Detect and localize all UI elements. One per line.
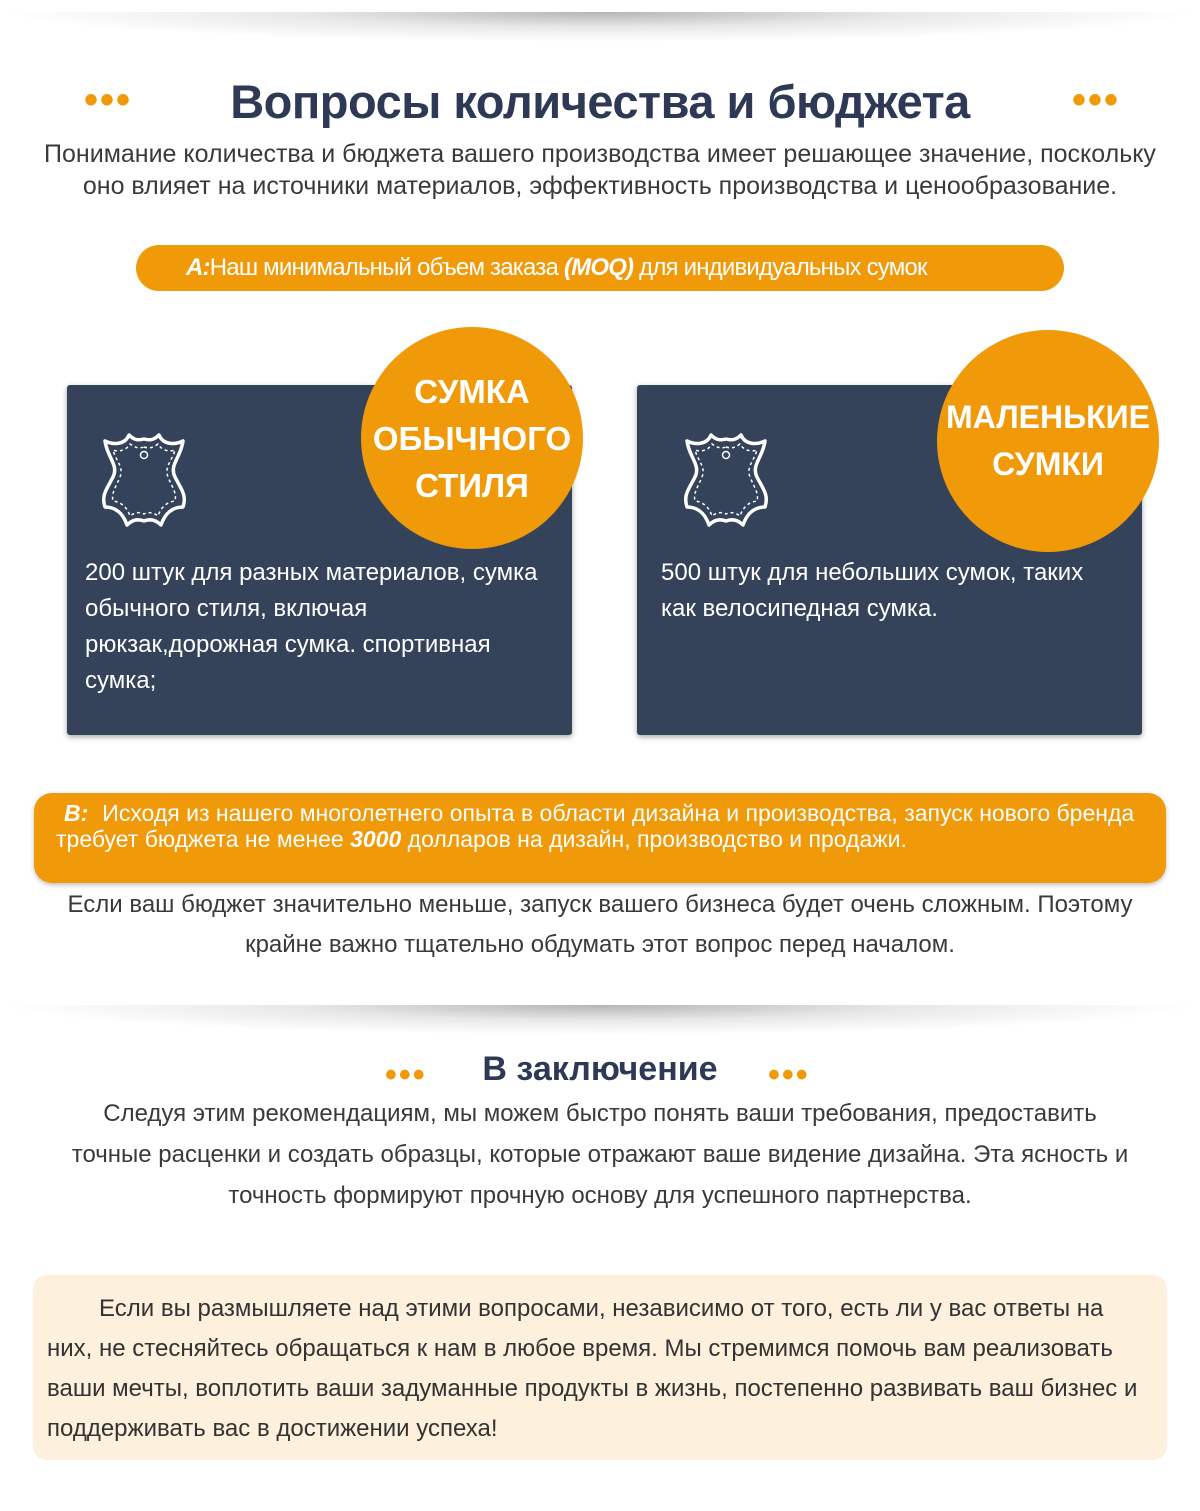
card-casual-bag-text: 200 штук для разных материалов, сумка обычного стиля, включая рюкзак,дорожная сумка. спортивная сумка; bbox=[85, 559, 538, 694]
final-note-box: Если вы размышляете над этими вопросами, независимо от того, есть ли у вас ответы на них, не стесняйтесь обращаться к нам в любое время. Мы стремимся помочь вам реализовать ваши мечты, воплотить ваши задуманные продукты в жизнь, постепенно развивать ваш бизнес и поддерживать вас в достижении успеха! bbox=[33, 1275, 1167, 1460]
point-b-text-end: долларов на дизайн, производство и продажи. bbox=[407, 826, 907, 852]
point-b-banner bbox=[34, 793, 1166, 883]
intro-paragraph: Понимание количества и бюджета вашего производства имеет решающее значение, поскольку оно влияет на источники материалов, эффективность производства и ценообразование. bbox=[44, 140, 1156, 200]
point-a-moq: (MOQ) bbox=[563, 254, 634, 281]
top-shadow-divider bbox=[0, 12, 1200, 42]
section-title-conclusion: В заключение bbox=[482, 1050, 718, 1088]
decor-dots-right: ••• bbox=[768, 1056, 810, 1094]
point-b-text: Исходя из нашего многолетнего опыта в области дизайна и производства, запуск нового бренда требует бюджета не менее bbox=[56, 800, 1135, 852]
card-small-bags-text: 500 штук для небольших сумок, таких как велосипедная сумка. bbox=[661, 559, 1084, 622]
point-a-text-end: для индивидуальных сумок bbox=[639, 254, 927, 281]
point-a-text: Наш минимальный объем заказа bbox=[209, 254, 559, 281]
section-divider bbox=[0, 1005, 1200, 1035]
leather-hide-icon bbox=[99, 433, 189, 529]
leather-hide-icon bbox=[681, 433, 771, 529]
badge-casual-bag: СУМКА ОБЫЧНОГО СТИЛЯ bbox=[361, 327, 583, 549]
section-title-quantity-budget: Вопросы количества и бюджета bbox=[230, 75, 970, 128]
point-b-label: B: bbox=[64, 800, 89, 826]
conclusion-paragraph: Следуя этим рекомендациям, мы можем быстро понять ваши требования, предоставить точные расценки и создать образцы, которые отражают ваше видение дизайна. Эта ясность и точность формируют прочную основу для успешного партнерства. bbox=[71, 1100, 1129, 1209]
decor-dots-right: ••• bbox=[1072, 78, 1121, 122]
point-a-label: A: bbox=[186, 254, 210, 281]
badge-small-bags: МАЛЕНЬКИЕ СУМКИ bbox=[937, 330, 1159, 552]
point-b-amount: 3000 bbox=[350, 826, 402, 852]
decor-dots-left: ••• bbox=[84, 78, 133, 122]
decor-dots-left: ••• bbox=[385, 1056, 427, 1094]
point-a-banner bbox=[136, 245, 1064, 291]
budget-note: Если ваш бюджет значительно меньше, запуск вашего бизнеса будет очень сложным. Поэтому крайне важно тщательно обдумать этот вопрос перед началом. bbox=[67, 891, 1133, 958]
